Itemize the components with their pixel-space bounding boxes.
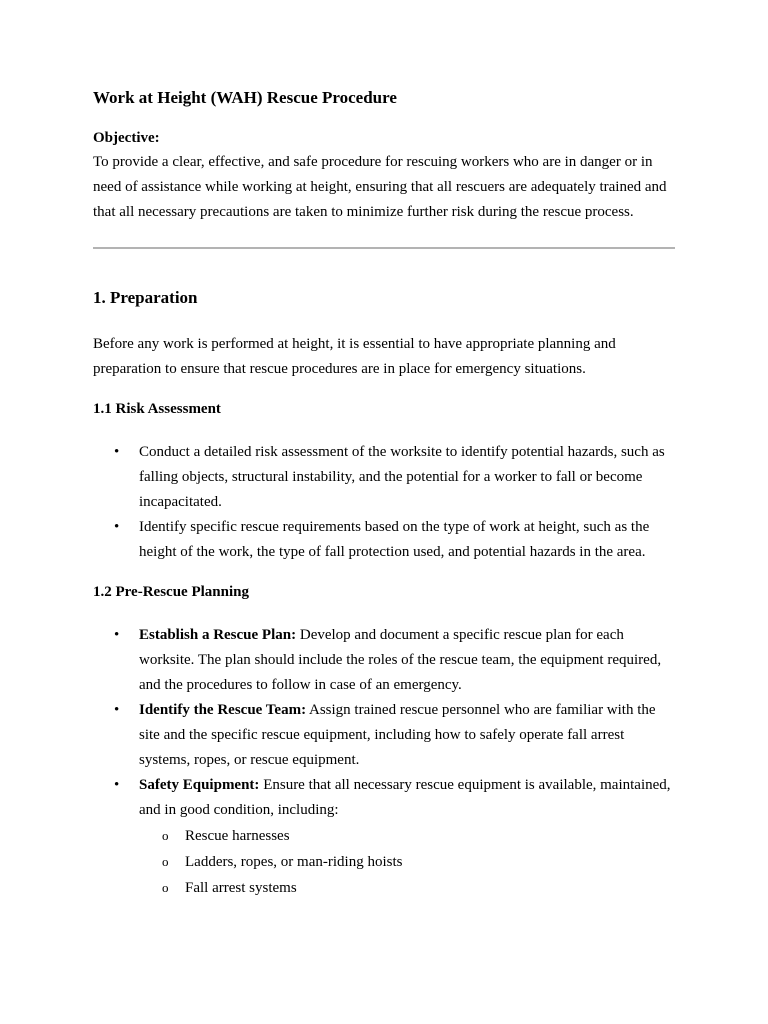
- subsection-heading-risk-assessment: 1.1 Risk Assessment: [93, 401, 221, 417]
- list-item-text: Develop and document a specific rescue plan for each worksite. The plan should include the roles of the rescue team, the equipment required, and the procedures to follow in case of an emergency.: [139, 627, 662, 693]
- section-heading-preparation: 1. Preparation: [93, 288, 198, 307]
- sub-bullet-icon: o: [162, 854, 169, 869]
- list-item: [93, 773, 678, 901]
- subsection-heading-pre-rescue-planning: 1.2 Pre-Rescue Planning: [93, 584, 249, 600]
- risk-assessment-list: [93, 440, 678, 565]
- bullet-icon: •: [114, 444, 120, 460]
- sub-list-item-text: Fall arrest systems: [185, 880, 297, 896]
- list-item-lead: Identify the Rescue Team:: [139, 702, 307, 718]
- sub-list-item-text: Ladders, ropes, or man-riding hoists: [185, 854, 403, 870]
- bullet-icon: •: [114, 702, 120, 718]
- list-item-text: Assign trained rescue personnel who are familiar with the site and the specific rescue equipment, including how to safely operate fall arrest systems, ropes, or rescue equipment.: [139, 702, 656, 768]
- objective-heading: Objective:: [93, 130, 160, 146]
- bullet-icon: •: [114, 777, 120, 793]
- horizontal-rule: [93, 247, 675, 249]
- bullet-icon: •: [114, 627, 120, 643]
- objective-text: To provide a clear, effective, and safe procedure for rescuing workers who are in danger or in need of assistance while working at height, ensuring that all rescuers are adequately trained and that all necessary precautions are taken to minimize further risk during the rescue process.: [93, 154, 667, 220]
- list-item: [93, 515, 678, 565]
- list-item-text: Conduct a detailed risk assessment of the worksite to identify potential hazards, such as falling objects, structural instability, and the potential for a worker to fall or become incapacitated.: [139, 444, 665, 510]
- sub-list-item-text: Rescue harnesses: [185, 828, 290, 844]
- list-item: [93, 440, 678, 515]
- sub-list-item: [139, 849, 678, 875]
- sub-bullet-icon: o: [162, 828, 169, 843]
- list-item-text: Ensure that all necessary rescue equipment is available, maintained, and in good condition, including:: [139, 777, 671, 818]
- sub-list-item: [139, 823, 678, 849]
- list-item: [93, 623, 678, 698]
- sub-bullet-icon: o: [162, 880, 169, 895]
- bullet-icon: •: [114, 519, 120, 535]
- pre-rescue-planning-list: [93, 623, 678, 901]
- document-page: [93, 86, 678, 901]
- sub-list-item: [139, 875, 678, 901]
- list-item-text: Identify specific rescue requirements based on the type of work at height, such as the height of the work, the type of fall protection used, and potential hazards in the area.: [139, 519, 650, 560]
- equipment-sublist: [139, 823, 678, 901]
- list-item: [93, 698, 678, 773]
- list-item-lead: Establish a Rescue Plan:: [139, 627, 297, 643]
- list-item-lead: Safety Equipment:: [139, 777, 260, 793]
- section-intro: Before any work is performed at height, it is essential to have appropriate planning and preparation to ensure that rescue procedures are in place for emergency situations.: [93, 336, 616, 377]
- document-title: Work at Height (WAH) Rescue Procedure: [93, 88, 397, 107]
